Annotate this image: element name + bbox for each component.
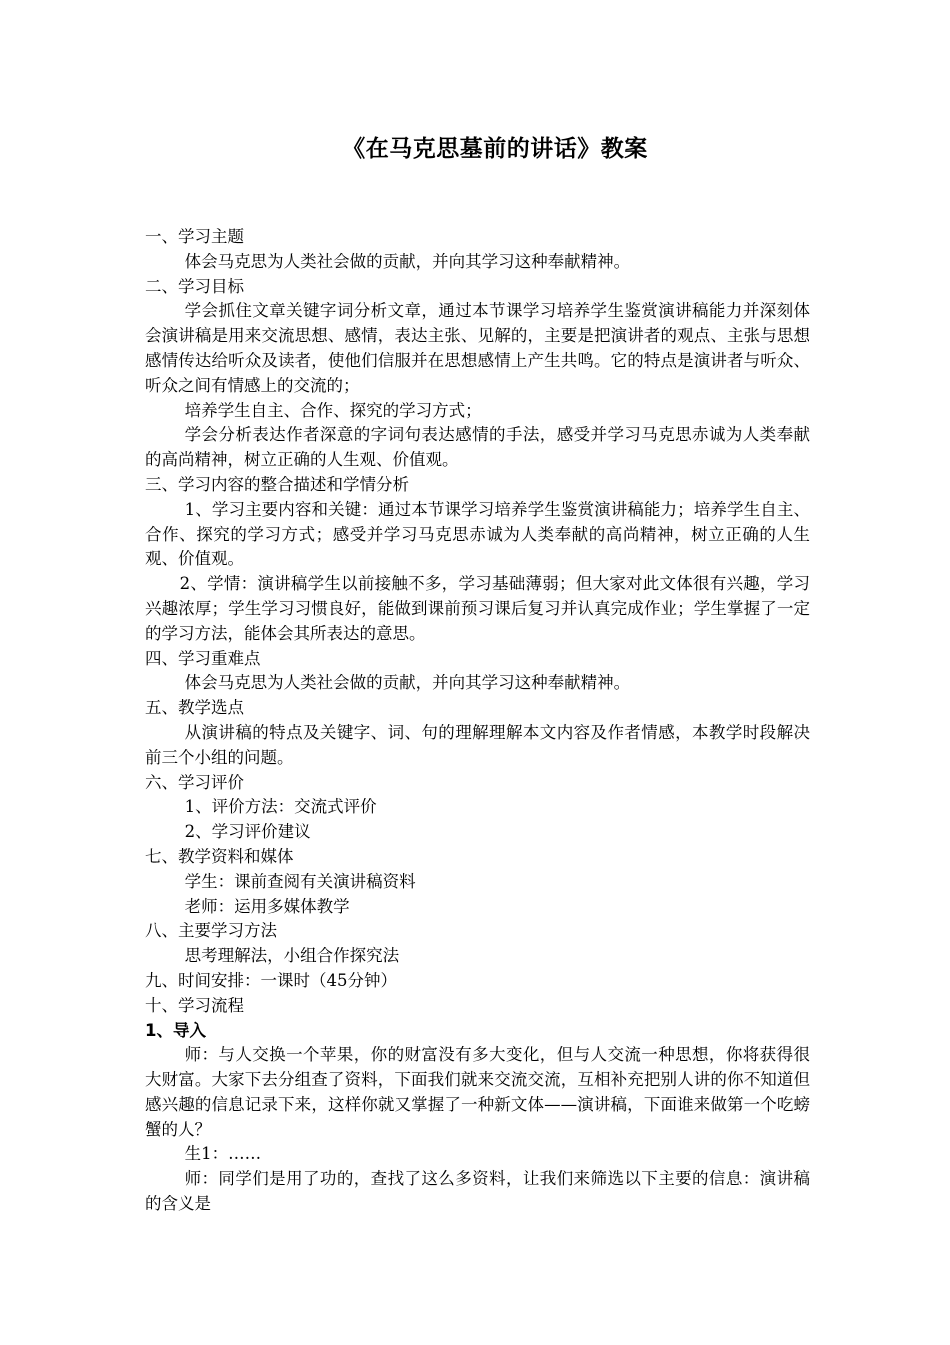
section-heading-8: 八、主要学习方法 bbox=[145, 921, 277, 941]
paragraph: 老师：运用多媒体教学 bbox=[184, 896, 350, 916]
section-heading-4: 四、学习重难点 bbox=[145, 648, 261, 668]
paragraph: 1、评价方法：交流式评价 bbox=[184, 797, 377, 817]
paragraph: 思考理解法，小组合作探究法 bbox=[184, 946, 400, 966]
section-heading-9: 九、时间安排：一课时（45分钟） bbox=[145, 970, 397, 990]
paragraph: 学生：课前查阅有关演讲稿资料 bbox=[184, 871, 416, 891]
paragraph: 2、学习评价建议 bbox=[184, 822, 311, 842]
paragraph: 培养学生自主、合作、探究的学习方式； bbox=[184, 400, 482, 420]
paragraph: 学会抓住文章关键字词分析文章，通过本节课学习培养学生鉴赏演讲稿能力并深刻体会演讲稿是用来交流思想、感情，表达主张、见解的，主要是把演讲者的观点、主张与思想感情传达给听众及读者，使他们信服并在思想感情上产生共鸣。它的特点是演讲者与听众、听众之间有情感上的交流的； bbox=[145, 301, 810, 395]
document-title: 《在马克思墓前的讲话》教案 bbox=[342, 136, 648, 162]
section-heading-5: 五、教学选点 bbox=[145, 698, 244, 718]
paragraph: 体会马克思为人类社会做的贡献，并向其学习这种奉献精神。 bbox=[184, 251, 631, 271]
paragraph: 生1：…… bbox=[184, 1144, 262, 1164]
document-body bbox=[145, 225, 810, 1217]
paragraph: 从演讲稿的特点及关键字、词、句的理解理解本文内容及作者情感，本教学时段解决前三个小组的问题。 bbox=[145, 722, 810, 767]
paragraph: 1、学习主要内容和关键：通过本节课学习培养学生鉴赏演讲稿能力；培养学生自主、合作、探究的学习方式；感受并学习马克思赤诚为人类奉献的高尚精神，树立正确的人生观、价值观。 bbox=[145, 499, 810, 569]
paragraph: 学会分析表达作者深意的字词句表达感情的手法，感受并学习马克思赤诚为人类奉献的高尚精神，树立正确的人生观、价值观。 bbox=[145, 425, 810, 470]
paragraph: 2、学情：演讲稿学生以前接触不多，学习基础薄弱；但大家对此文体很有兴趣，学习兴趣浓厚；学生学习习惯良好，能做到课前预习课后复习并认真完成作业；学生掌握了一定的学习方法，能体会其所表达的意思。 bbox=[145, 574, 810, 643]
section-heading-10: 十、学习流程 bbox=[145, 995, 244, 1015]
flow-heading-intro: 1、导入 bbox=[145, 1020, 206, 1040]
section-heading-6: 六、学习评价 bbox=[145, 772, 244, 792]
paragraph: 体会马克思为人类社会做的贡献，并向其学习这种奉献精神。 bbox=[184, 673, 631, 693]
section-heading-2: 二、学习目标 bbox=[145, 276, 244, 296]
section-heading-7: 七、教学资料和媒体 bbox=[145, 846, 294, 866]
paragraph: 师：与人交换一个苹果，你的财富没有多大变化，但与人交流一种思想，你将获得很大财富。大家下去分组查了资料，下面我们就来交流交流，互相补充把别人讲的你不知道但感兴趣的信息记录下来，这样你就又掌握了一种新文体——演讲稿，下面谁来做第一个吃螃蟹的人？ bbox=[145, 1045, 810, 1139]
section-heading-1: 一、学习主题 bbox=[145, 227, 244, 246]
section-heading-3: 三、学习内容的整合描述和学情分析 bbox=[145, 474, 409, 494]
paragraph: 师：同学们是用了功的，查找了这么多资料，让我们来筛选以下主要的信息：演讲稿的含义是 bbox=[145, 1169, 810, 1214]
